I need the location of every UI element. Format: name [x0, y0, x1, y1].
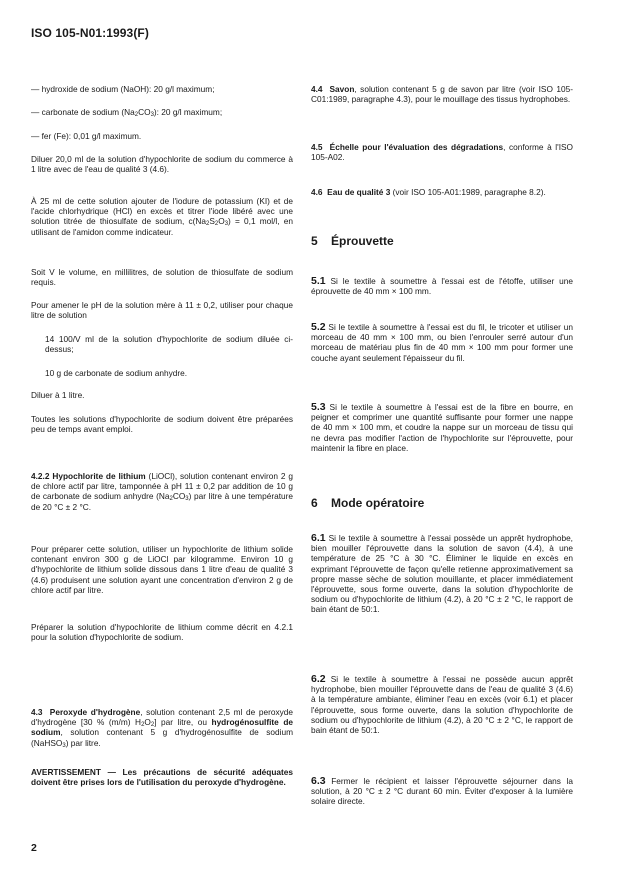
lithium-stock-paragraph: Préparer la solution d'hypochlorite de lithium comme décrit en 4.2.1 pour la solution d'hypochlorite de sodium. — [31, 622, 293, 643]
section-heading-5: 5 Éprouvette — [311, 234, 394, 248]
paragraph-6-2: 6.2 Si le textile à soumettre à l'essai ne possède aucun apprêt hydrophobe, bien mouiller l'éprouvette dans de l'eau de qualité 3 (4.6) à la température ambiante, éliminer l'eau en excès (voir 6.1) et placer l'éprouvette, sous forme ouverte, dans la solution d'hypochlorite de sodium ou d'hypochlorite de lithium (4.2), à 20 °C ± 2 °C, le rapport de bain étant de 50:1. — [311, 673, 573, 736]
paragraph-5-1: 5.1 Si le textile à soumettre à l'essai est de l'étoffe, utiliser une éprouvette de 40 mm × 100 mm. — [311, 275, 573, 297]
limit-naoh: — hydroxide de sodium (NaOH): 20 g/l maximum; — [31, 84, 215, 94]
section-4-2-2: 4.2.2 Hypochlorite de lithium (LiOCl), solution contenant environ 2 g de chlore actif par litre, tamponnée à pH 11 ± 0,2 par addition de 10 g de carbonate de sodium anhydre $(Na_2CO_3)$ par litre à une température de 20 °C ± 2 °C. — [31, 471, 293, 512]
fresh-paragraph: Toutes les solutions d'hypochlorite de sodium doivent être préparées peu de temps avant emploi. — [31, 414, 293, 435]
paragraph-6-1: 6.1 Si le textile à soumettre à l'essai possède un apprêt hydrophobe, bien mouiller l'éprouvette dans la solution de savon (4.4), à une température de 25 °C à 30 °C. Éliminer le liquide en excès en exprimant l'éprouvette de façon qu'elle retienne approximativement sa propre masse sèche de solution mouillante, et placer immédiatement l'éprouvette, sous forme ouverte, dans la solution d'hypochlorite de sodium ou d'hypochlorite de lithium (4.2), à 20 °C ± 2 °C, le rapport de bain étant de 50:1. — [311, 532, 573, 615]
warning-paragraph: AVERTISSEMENT — Les précautions de sécurité adéquates doivent être prises lors de l'utilisation du peroxyde d'hydrogène. — [31, 767, 293, 788]
limit-carbonate: — carbonate de sodium $(Na_2CO_3)$: 20 g/l maximum; — [31, 107, 223, 118]
lithium-prep-paragraph: Pour préparer cette solution, utiliser un hypochlorite de lithium solide contenant environ 300 g de LiOCl par kilogramme. Environ 10 g d'hypochlorite de lithium solide dissous dans 1 litre d'eau de qualité 3 (4.6) produisent une solution ayant une concentration d'environ 2 g de chlore actif par litre. — [31, 544, 293, 595]
section-4-5: 4.5 Échelle pour l'évaluation des dégradations, conforme à l'ISO 105-A02. — [311, 142, 573, 163]
page-number: 2 — [31, 842, 37, 854]
list-item: 14 100/V ml de la solution d'hypochlorite de sodium diluée ci-dessus; — [45, 334, 293, 355]
section-4-6: 4.6 Eau de qualité 3 (voir ISO 105-A01:1989, paragraphe 8.2). — [311, 187, 546, 197]
list-item: 10 g de carbonate de sodium anhydre. — [45, 368, 188, 378]
paragraph-5-2: 5.2 Si le textile à soumettre à l'essai est du fil, le tricoter et utiliser un morceau de 40 mm × 100 mm, ou bien l'enrouler serré autour d'un morceau de matériau plus fin de 40 mm × 100 mm pour former une couche ayant seulement l'épaisseur du fil. — [311, 321, 573, 363]
dilute-paragraph: Diluer 20,0 ml de la solution d'hypochlorite de sodium du commerce à 1 litre avec de l'eau de qualité 3 (4.6). — [31, 154, 293, 175]
limit-iron: — fer (Fe): 0,01 g/l maximum. — [31, 131, 142, 141]
titration-paragraph: À 25 ml de cette solution ajouter de l'iodure de potassium (KI) et de l'acide chlorhydrique (HCl) en excès et titrer l'iode libéré avec une solution titrée de thiosulfate de sodium, $c(Na_2S_2O_3) = 0,1$ mol/l, en utilisant de l'amidon comme indicateur. — [31, 196, 293, 237]
section-4-3: 4.3 Peroxyde d'hydrogène, solution contenant 2,5 ml de peroxyde d'hydrogène [30 % (m/m) $H_2O_2$] par litre, ou hydrogénosulfite de sodium, solution contenant 5 g d'hydrogénosulfite de sodium (NaHSO$_3$) par litre. — [31, 707, 294, 749]
section-heading-6: 6 Mode opératoire — [311, 496, 425, 510]
ph-paragraph: Pour amener le pH de la solution mère à 11 ± 0,2, utiliser pour chaque litre de solution — [31, 300, 293, 321]
dilute-1l: Diluer à 1 litre. — [31, 390, 85, 400]
section-4-4: 4.4 Savon, solution contenant 5 g de savon par litre (voir ISO 105-C01:1989, paragraphe 4.3), pour le mouillage des tissus hydrophobes. — [311, 84, 573, 105]
document-header: ISO 105-N01:1993(F) — [31, 26, 149, 40]
paragraph-6-3: 6.3 Fermer le récipient et laisser l'éprouvette séjourner dans la solution, à 20 °C ± 2 °C durant 60 min. Éviter d'exposer à la lumière solaire directe. — [311, 775, 573, 807]
paragraph-5-3: 5.3 Si le textile à soumettre à l'essai est de la fibre en bourre, en peigner et comprimer une quantité suffisante pour former une nappe de 40 mm × 100 mm, et coudre la nappe sur un morceau de tissu qui ne devra pas modifier l'action de l'hypochlorite sur l'éprouvette, pour maintenir la fibre en place. — [311, 401, 573, 453]
volume-paragraph: Soit V le volume, en millilitres, de solution de thiosulfate de sodium requis. — [31, 267, 293, 288]
